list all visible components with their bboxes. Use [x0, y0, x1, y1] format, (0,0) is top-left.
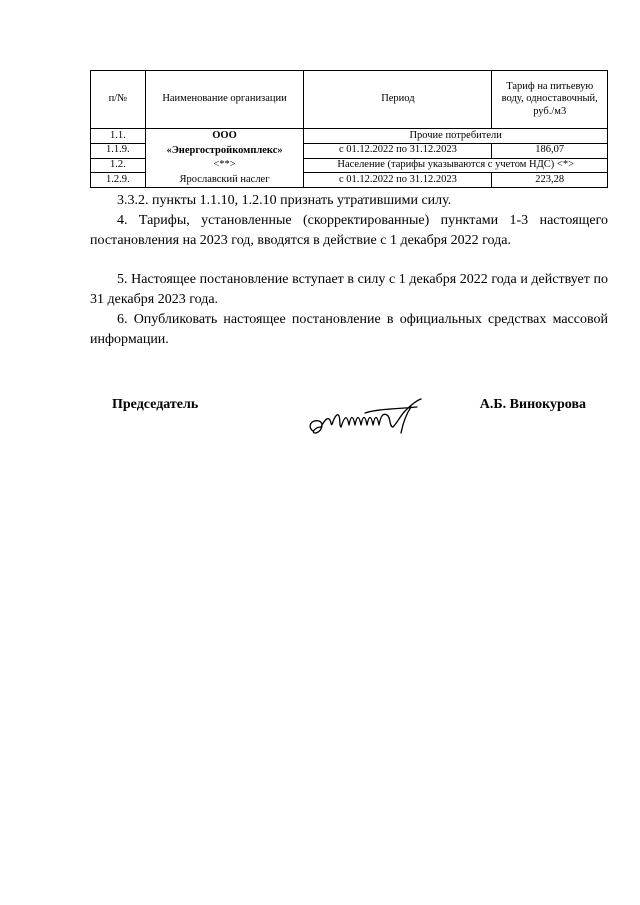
signatory-title: Председатель: [112, 397, 199, 412]
header-org: Наименование организации: [145, 71, 304, 129]
paragraph-3-3-2: 3.3.2. пункты 1.1.10, 1.2.10 признать утратившими силу.: [117, 193, 452, 208]
row-num: 1.1.: [91, 129, 146, 144]
paragraph-6: 6. Опубликовать настоящее постановление в официальных средствах массовой информации.: [90, 312, 608, 347]
table-header-row: [91, 71, 608, 129]
row-category: Население (тарифы указываются с учетом НДС) <*>: [304, 158, 608, 173]
table-row: [91, 129, 608, 144]
org-location: Ярославский наслег: [179, 173, 270, 185]
signatory-name: А.Б. Винокурова: [479, 397, 586, 412]
header-tariff: Тариф на питьевую воду, одноставочный, руб./м3: [492, 71, 608, 129]
row-period: с 01.12.2022 по 31.12.2023: [304, 143, 492, 158]
header-period: Период: [304, 71, 492, 129]
header-num: п/№: [91, 71, 146, 129]
handwritten-signature: [305, 393, 425, 453]
organization-cell: [145, 129, 304, 188]
org-type: ООО: [212, 130, 237, 141]
row-value: 223,28: [492, 173, 608, 188]
row-num: 1.1.9.: [91, 143, 146, 158]
row-period: с 01.12.2022 по 31.12.2023: [304, 173, 492, 188]
paragraph-4: 4. Тарифы, установленные (скорректированные) пунктами 1-3 настоящего постановления на 2023 год, вводятся в действие с 1 декабря 2022 года.: [90, 213, 608, 248]
row-num: 1.2.9.: [91, 173, 146, 188]
paragraph-5: 5. Настоящее постановление вступает в силу с 1 декабря 2022 года и действует по 31 декабря 2023 года.: [90, 272, 608, 307]
row-num: 1.2.: [91, 158, 146, 173]
org-name: «Энергостройкомплекс»: [166, 144, 283, 156]
org-note: <**>: [213, 159, 236, 170]
row-value: 186,07: [492, 143, 608, 158]
tariff-table: [90, 70, 608, 188]
row-category: Прочие потребители: [304, 129, 608, 144]
